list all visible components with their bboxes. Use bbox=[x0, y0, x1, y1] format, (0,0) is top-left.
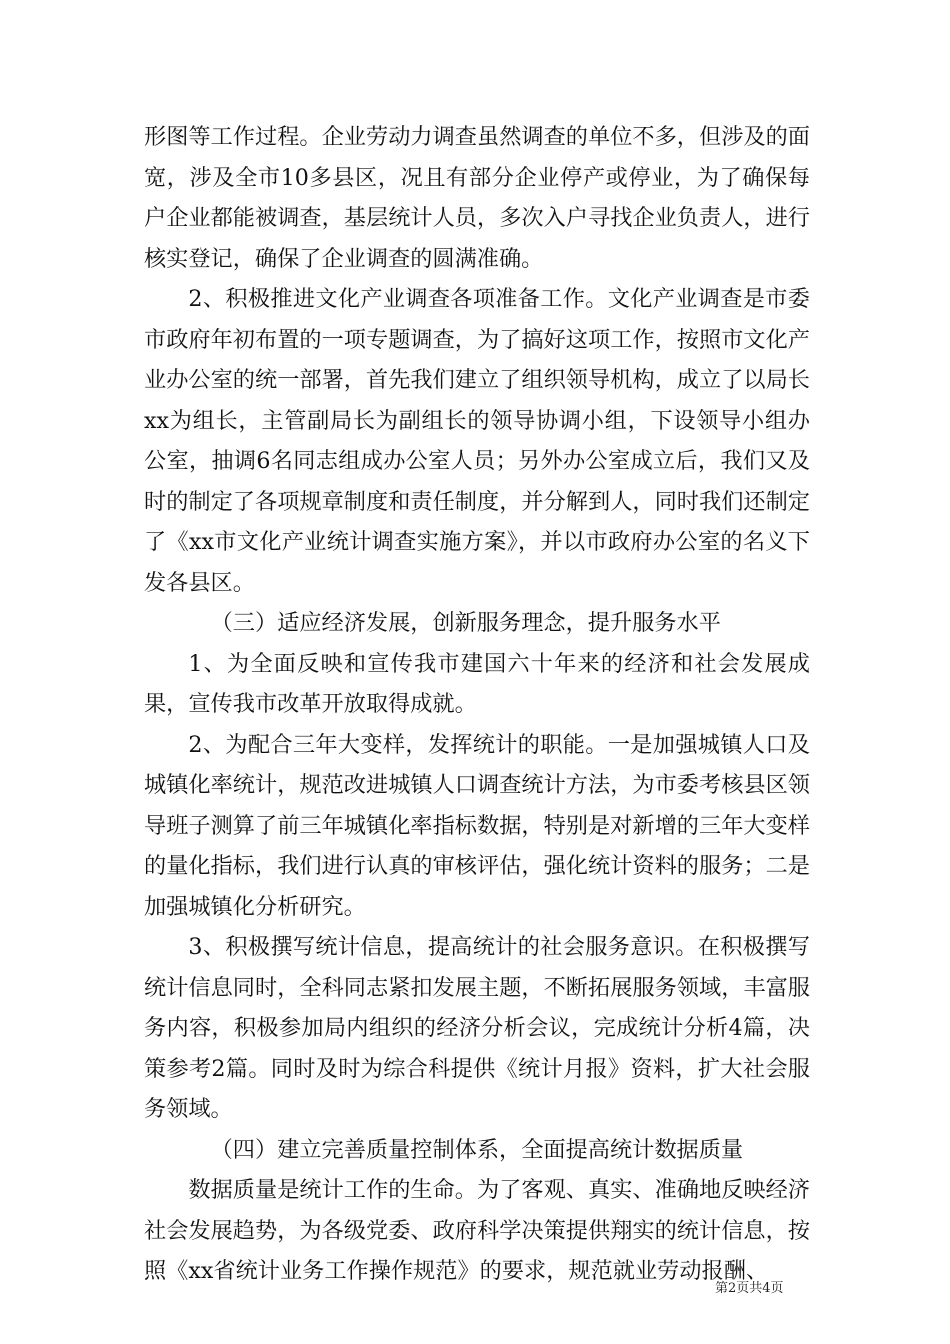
paragraph-data-quality: 数据质量是统计工作的生命。为了客观、真实、准确地反映经济社会发展趋势，为各级党委、政府科学决策提供翔实的统计信息，按照《xx省统计业务工作操作规范》的要求，规范就业劳动报酬、 bbox=[144, 1177, 810, 1284]
paragraph-culture-survey: 2、积极推进文化产业调查各项准备工作。文化产业调查是市委市政府年初布置的一项专题调查，为了搞好这项工作，按照市文化产业办公室的统一部署，首先我们建立了组织领导机构，成立了以局长xx为组长，主管副局长为副组长的领导协调小组，下设领导小组办公室，抽调6名同志组成办公室人员；另外办公室成立后，我们又及时的制定了各项规章制度和责任制度，并分解到人，同时我们还制定了《xx市文化产业统计调查实施方案》，并以市政府办公室的名义下发各县区。 bbox=[144, 286, 810, 596]
paragraph-continuation: 形图等工作过程。企业劳动力调查虽然调查的单位不多，但涉及的面宽，涉及全市10多县区，况且有部分企业停产或停业，为了确保每户企业都能被调查，基层统计人员，多次入户寻找企业负责人，进行核实登记，确保了企业调查的圆满准确。 bbox=[144, 124, 810, 272]
page-number-footer: 第2页共4页 bbox=[715, 1281, 784, 1296]
section-heading-three: （三）适应经济发展，创新服务理念，提升服务水平 bbox=[210, 610, 721, 636]
paragraph-item-three: 3、积极撰写统计信息，提高统计的社会服务意识。在积极撰写统计信息同时，全科同志紧扣发展主题，不断拓展服务领域，丰富服务内容，积极参加局内组织的经济分析会议，完成统计分析4篇，决策参考2篇。同时及时为综合科提供《统计月报》资料，扩大社会服务领域。 bbox=[144, 934, 810, 1122]
document-body bbox=[144, 117, 810, 1292]
paragraph-item-two: 2、为配合三年大变样，发挥统计的职能。一是加强城镇人口及城镇化率统计，规范改进城镇人口调查统计方法，为市委考核县区领导班子测算了前三年城镇化率指标数据，特别是对新增的三年大变样的量化指标，我们进行认真的审核评估，强化统计资料的服务；二是加强城镇化分析研究。 bbox=[144, 731, 810, 920]
section-heading-four: （四）建立完善质量控制体系，全面提高统计数据质量 bbox=[210, 1136, 744, 1163]
paragraph-item-one: 1、为全面反映和宣传我市建国六十年来的经济和社会发展成果，宣传我市改革开放取得成就。 bbox=[144, 650, 810, 717]
